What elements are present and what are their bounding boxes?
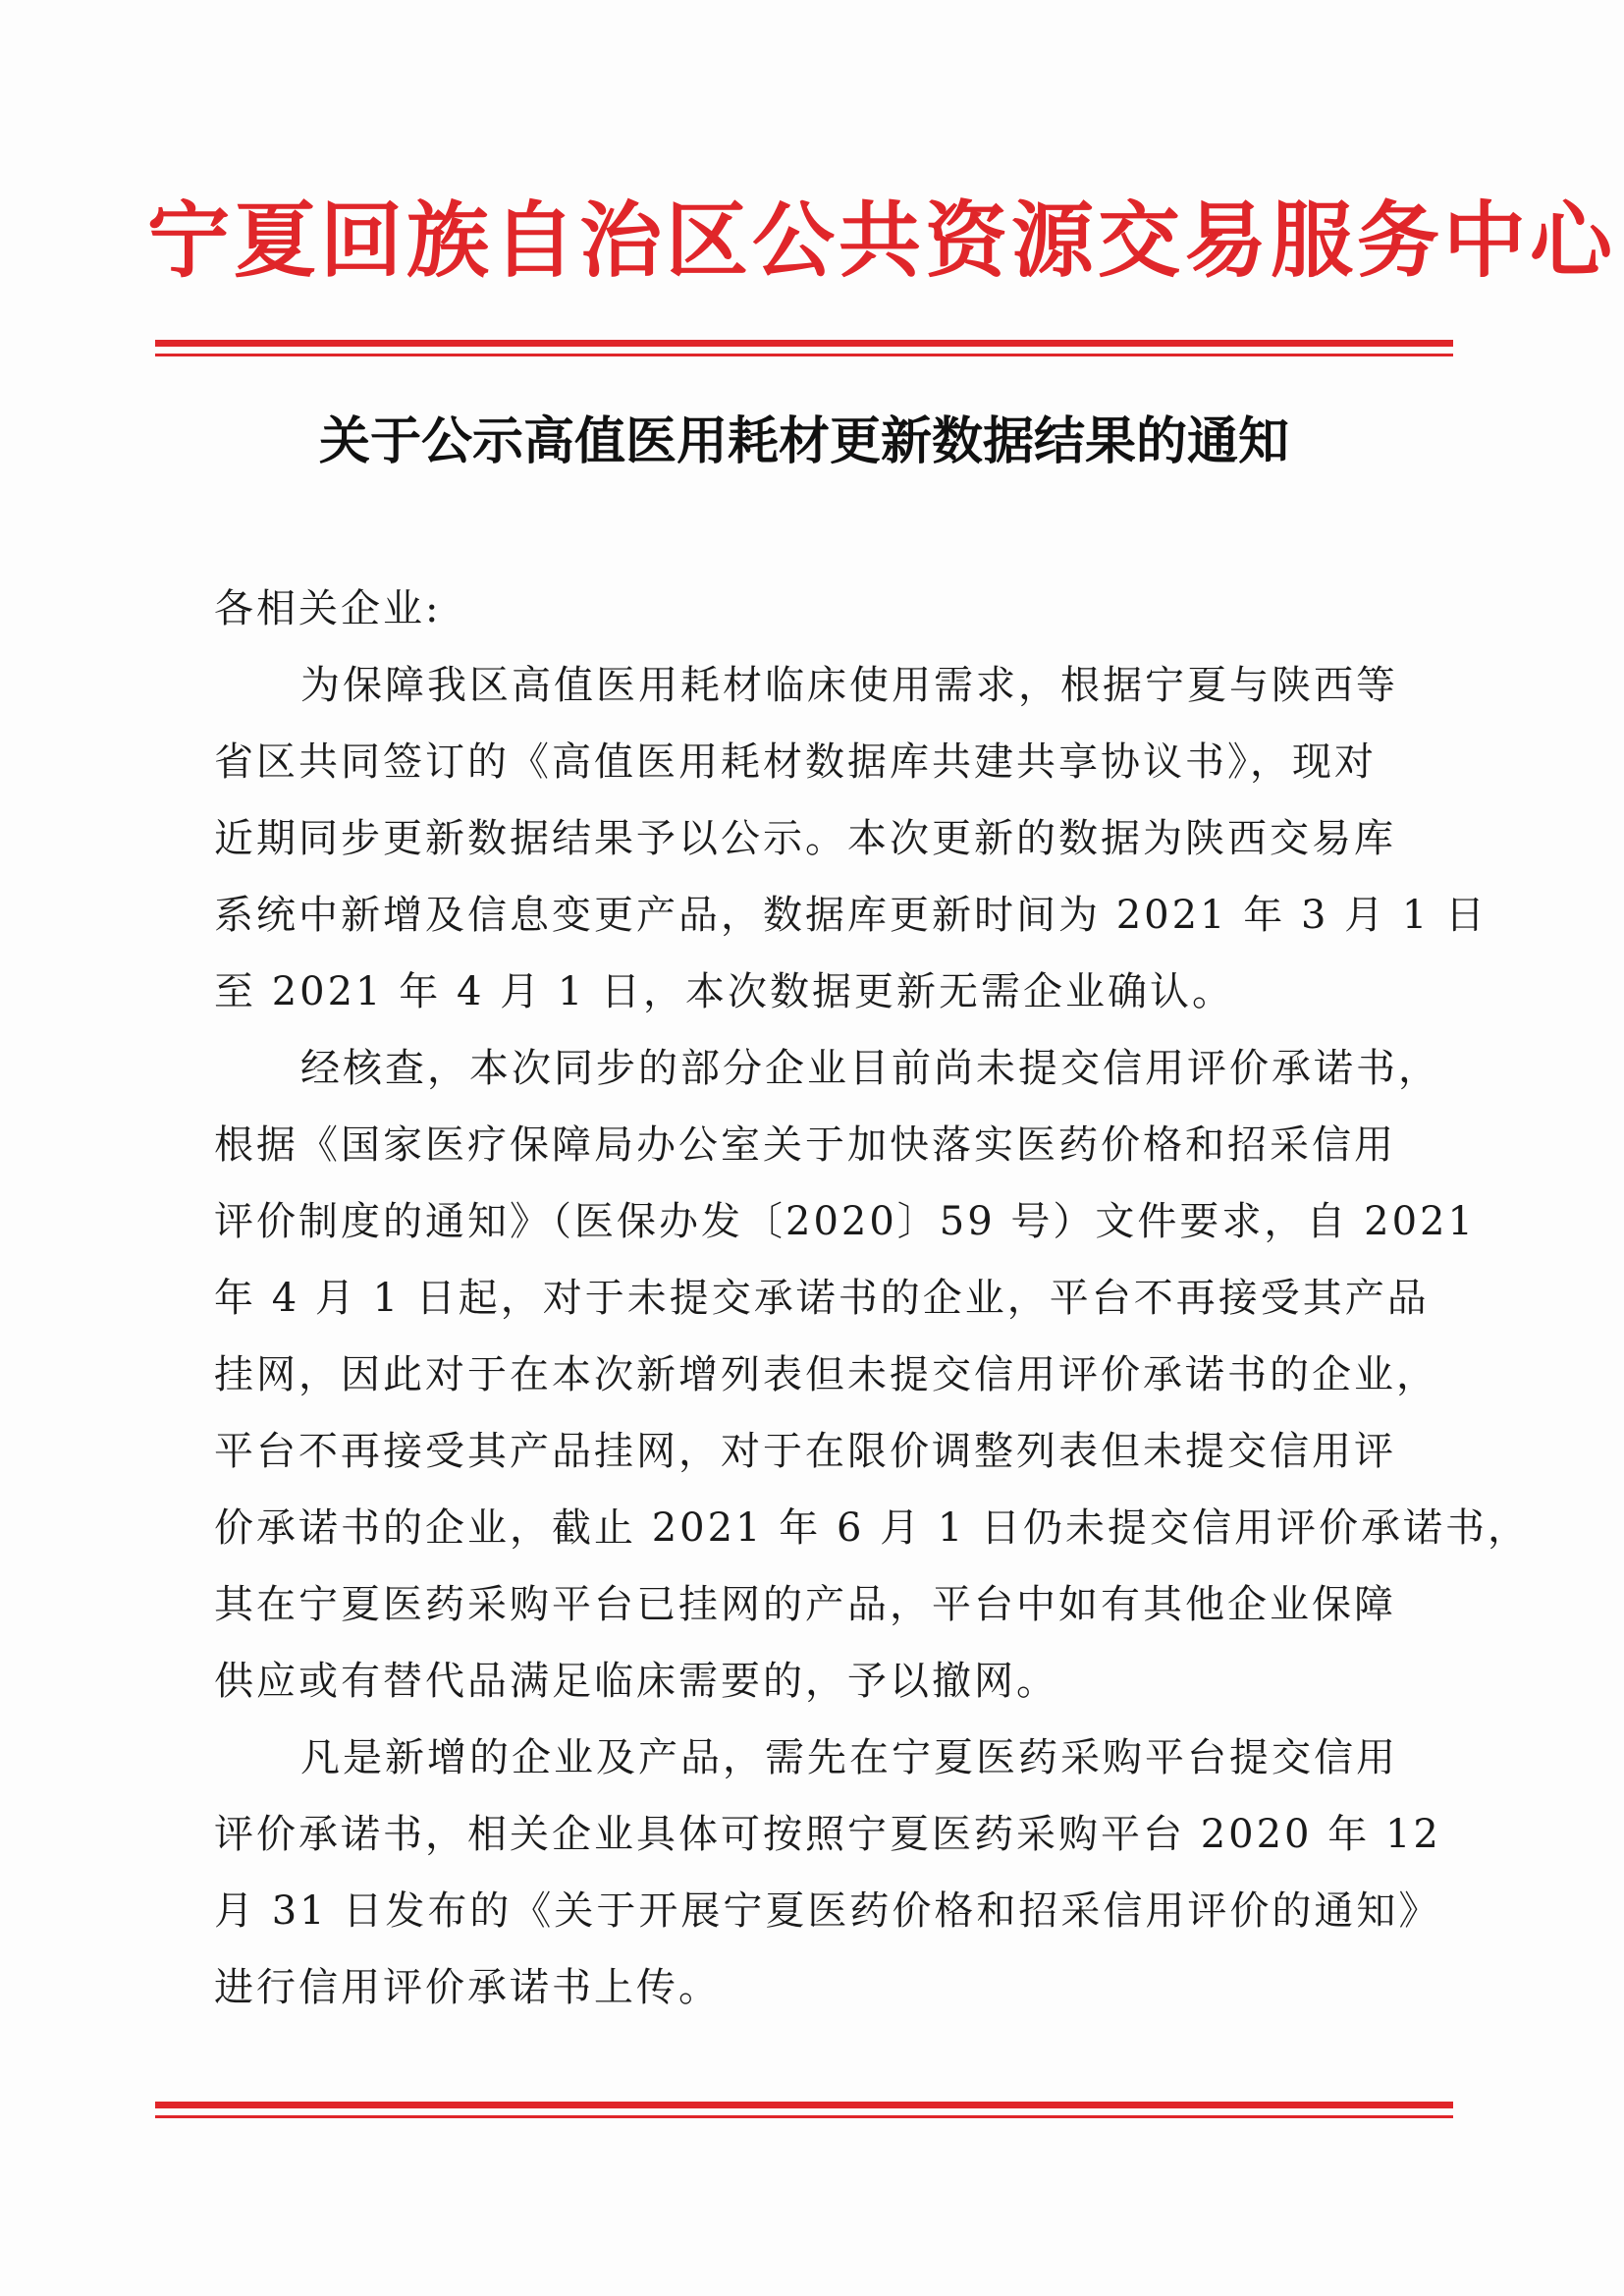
- paragraph-2: [214, 1030, 1530, 1720]
- paragraph-line: 月 31 日发布的《关于开展宁夏医药价格和招采信用评价的通知》: [214, 1888, 1441, 1934]
- paragraph-line: 年 4 月 1 日起，对于未提交承诺书的企业，平台不再接受其产品: [214, 1276, 1430, 1321]
- paragraph-line: 进行信用评价承诺书上传。: [214, 1965, 721, 2010]
- paragraph-line: 评价制度的通知》（医保办发〔2020〕59 号）文件要求，自 2021: [214, 1199, 1476, 1244]
- letterhead-rule-thick: [155, 340, 1453, 347]
- paragraph-line: 至 2021 年 4 月 1 日，本次数据更新无需企业确认。: [214, 969, 1234, 1014]
- paragraph-1: [214, 647, 1488, 1030]
- letterhead-rule-thin: [155, 354, 1453, 356]
- footer-rule-thick: [155, 2102, 1453, 2108]
- paragraph-line: 经核查，本次同步的部分企业目前尚未提交信用评价承诺书，: [300, 1046, 1440, 1091]
- paragraph-line: 评价承诺书，相关企业具体可按照宁夏医药采购平台 2020 年 12: [214, 1812, 1441, 1857]
- footer-rule-thin: [155, 2115, 1453, 2118]
- paragraph-3: [214, 1720, 1441, 2026]
- paragraph-line: 为保障我区高值医用耗材临床使用需求，根据宁夏与陕西等: [300, 663, 1398, 708]
- notice-title: 关于公示高值医用耗材更新数据结果的通知: [318, 411, 1289, 471]
- paragraph-line: 凡是新增的企业及产品，需先在宁夏医药采购平台提交信用: [300, 1735, 1398, 1780]
- paragraph-line: 省区共同签订的《高值医用耗材数据库共建共享协议书》，现对: [214, 739, 1377, 785]
- paragraph-line: 供应或有替代品满足临床需要的，予以撤网。: [214, 1659, 1058, 1704]
- salutation-block: [214, 571, 1441, 647]
- letterhead-title: 宁夏回族自治区公共资源交易服务中心: [147, 191, 1617, 289]
- paragraph-line: 近期同步更新数据结果予以公示。本次更新的数据为陕西交易库: [214, 816, 1396, 861]
- paragraph-line: 系统中新增及信息变更产品，数据库更新时间为 2021 年 3 月 1 日: [214, 893, 1488, 938]
- paragraph-line: 价承诺书的企业，截止 2021 年 6 月 1 日仍未提交信用评价承诺书，: [214, 1505, 1530, 1551]
- salutation: 各相关企业:: [214, 586, 442, 631]
- paragraph-line: 挂网，因此对于在本次新增列表但未提交信用评价承诺书的企业，: [214, 1352, 1438, 1397]
- paragraph-line: 平台不再接受其产品挂网，对于在限价调整列表但未提交信用评: [214, 1429, 1396, 1474]
- paragraph-line: 其在宁夏医药采购平台已挂网的产品，平台中如有其他企业保障: [214, 1582, 1396, 1627]
- paragraph-line: 根据《国家医疗保障局办公室关于加快落实医药价格和招采信用: [214, 1122, 1396, 1168]
